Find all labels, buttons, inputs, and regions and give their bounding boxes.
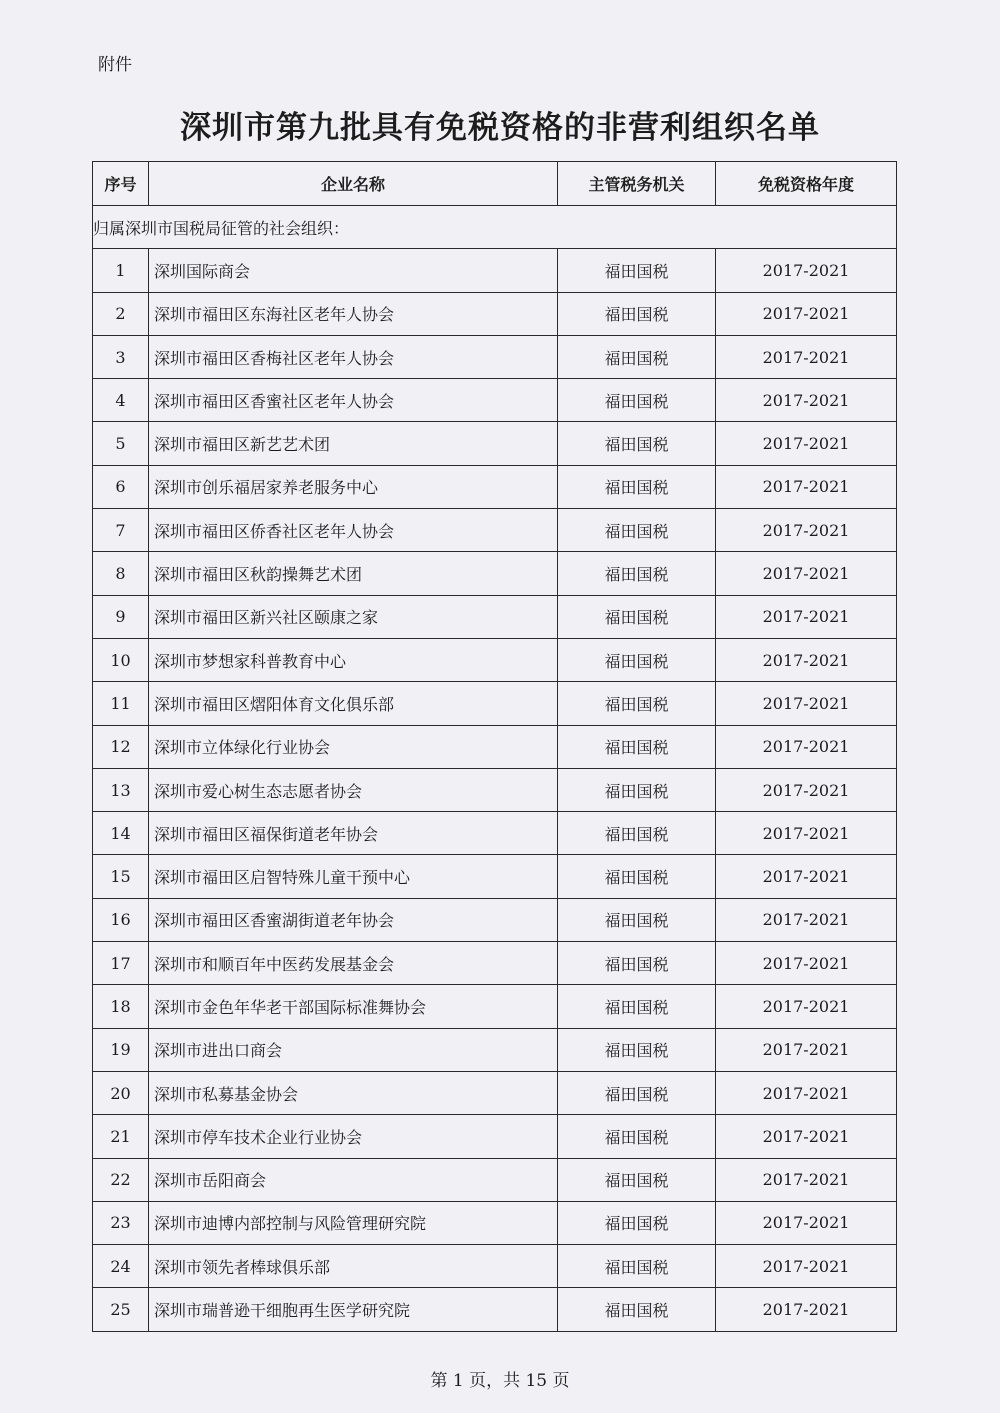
- table-row: [93, 768, 897, 811]
- row-exemption-years: 2017-2021: [716, 422, 897, 465]
- row-exemption-years: 2017-2021: [716, 942, 897, 985]
- table-row: [93, 1288, 897, 1331]
- row-number: 20: [93, 1071, 149, 1114]
- row-org-name: 深圳市福田区福保街道老年协会: [149, 812, 558, 855]
- header-tax-authority: 主管税务机关: [558, 162, 716, 206]
- row-number: 15: [93, 855, 149, 898]
- table-row: [93, 682, 897, 725]
- row-tax-authority: 福田国税: [558, 595, 716, 638]
- table-row: [93, 1028, 897, 1071]
- table-row: [93, 1071, 897, 1114]
- row-tax-authority: 福田国税: [558, 1288, 716, 1331]
- row-exemption-years: 2017-2021: [716, 855, 897, 898]
- section-row: [93, 206, 897, 249]
- table-row: [93, 985, 897, 1028]
- row-number: 19: [93, 1028, 149, 1071]
- table-row: [93, 1158, 897, 1201]
- row-tax-authority: 福田国税: [558, 725, 716, 768]
- row-org-name: 深圳市福田区侨香社区老年人协会: [149, 509, 558, 552]
- row-tax-authority: 福田国税: [558, 465, 716, 508]
- row-org-name: 深圳市私募基金协会: [149, 1071, 558, 1114]
- table-row: [93, 855, 897, 898]
- table-row: [93, 595, 897, 638]
- row-tax-authority: 福田国税: [558, 1115, 716, 1158]
- row-tax-authority: 福田国税: [558, 335, 716, 378]
- table-row: [93, 1201, 897, 1244]
- row-org-name: 深圳国际商会: [149, 249, 558, 292]
- header-number: 序号: [93, 162, 149, 206]
- row-tax-authority: 福田国税: [558, 1158, 716, 1201]
- section-label: 归属深圳市国税局征管的社会组织：: [93, 206, 897, 249]
- row-number: 21: [93, 1115, 149, 1158]
- table-row: [93, 898, 897, 941]
- row-exemption-years: 2017-2021: [716, 509, 897, 552]
- table-row: [93, 249, 897, 292]
- row-tax-authority: 福田国税: [558, 292, 716, 335]
- table-row: [93, 1245, 897, 1288]
- row-number: 5: [93, 422, 149, 465]
- row-org-name: 深圳市停车技术企业行业协会: [149, 1115, 558, 1158]
- row-exemption-years: 2017-2021: [716, 768, 897, 811]
- row-number: 11: [93, 682, 149, 725]
- row-number: 13: [93, 768, 149, 811]
- header-exemption-years: 免税资格年度: [716, 162, 897, 206]
- row-org-name: 深圳市立体绿化行业协会: [149, 725, 558, 768]
- table-row: [93, 725, 897, 768]
- row-tax-authority: 福田国税: [558, 509, 716, 552]
- row-exemption-years: 2017-2021: [716, 249, 897, 292]
- row-org-name: 深圳市爱心树生态志愿者协会: [149, 768, 558, 811]
- row-number: 10: [93, 638, 149, 681]
- row-tax-authority: 福田国税: [558, 422, 716, 465]
- row-org-name: 深圳市福田区新兴社区颐康之家: [149, 595, 558, 638]
- table-row: [93, 335, 897, 378]
- row-exemption-years: 2017-2021: [716, 1071, 897, 1114]
- row-number: 8: [93, 552, 149, 595]
- row-org-name: 深圳市创乐福居家养老服务中心: [149, 465, 558, 508]
- row-exemption-years: 2017-2021: [716, 595, 897, 638]
- row-tax-authority: 福田国税: [558, 1028, 716, 1071]
- row-org-name: 深圳市梦想家科普教育中心: [149, 638, 558, 681]
- row-tax-authority: 福田国税: [558, 898, 716, 941]
- row-number: 4: [93, 379, 149, 422]
- row-tax-authority: 福田国税: [558, 855, 716, 898]
- row-number: 18: [93, 985, 149, 1028]
- row-org-name: 深圳市和顺百年中医药发展基金会: [149, 942, 558, 985]
- row-exemption-years: 2017-2021: [716, 898, 897, 941]
- table-row: [93, 292, 897, 335]
- table-row: [93, 638, 897, 681]
- page-footer: 第 1 页，共 15 页: [430, 1371, 570, 1391]
- row-number: 3: [93, 335, 149, 378]
- row-number: 12: [93, 725, 149, 768]
- row-exemption-years: 2017-2021: [716, 1028, 897, 1071]
- row-tax-authority: 福田国税: [558, 985, 716, 1028]
- row-org-name: 深圳市福田区新艺艺术团: [149, 422, 558, 465]
- row-org-name: 深圳市福田区启智特殊儿童干预中心: [149, 855, 558, 898]
- row-number: 6: [93, 465, 149, 508]
- row-org-name: 深圳市金色年华老干部国际标准舞协会: [149, 985, 558, 1028]
- page-title: 深圳市第九批具有免税资格的非营利组织名单: [180, 110, 820, 146]
- row-number: 25: [93, 1288, 149, 1331]
- row-tax-authority: 福田国税: [558, 682, 716, 725]
- row-tax-authority: 福田国税: [558, 1071, 716, 1114]
- row-tax-authority: 福田国税: [558, 942, 716, 985]
- table-row: [93, 552, 897, 595]
- row-exemption-years: 2017-2021: [716, 1288, 897, 1331]
- row-tax-authority: 福田国税: [558, 812, 716, 855]
- row-number: 17: [93, 942, 149, 985]
- row-number: 7: [93, 509, 149, 552]
- row-number: 24: [93, 1245, 149, 1288]
- header-org-name: 企业名称: [149, 162, 558, 206]
- table-row: [93, 942, 897, 985]
- row-org-name: 深圳市福田区熠阳体育文化俱乐部: [149, 682, 558, 725]
- table-row: [93, 509, 897, 552]
- table-header-row: [93, 162, 897, 206]
- row-tax-authority: 福田国税: [558, 638, 716, 681]
- row-org-name: 深圳市岳阳商会: [149, 1158, 558, 1201]
- row-org-name: 深圳市福田区香蜜社区老年人协会: [149, 379, 558, 422]
- row-exemption-years: 2017-2021: [716, 465, 897, 508]
- row-number: 9: [93, 595, 149, 638]
- row-org-name: 深圳市福田区香蜜湖街道老年协会: [149, 898, 558, 941]
- row-exemption-years: 2017-2021: [716, 552, 897, 595]
- row-exemption-years: 2017-2021: [716, 725, 897, 768]
- row-exemption-years: 2017-2021: [716, 1115, 897, 1158]
- organization-table: [92, 161, 897, 1332]
- row-org-name: 深圳市进出口商会: [149, 1028, 558, 1071]
- row-exemption-years: 2017-2021: [716, 812, 897, 855]
- row-exemption-years: 2017-2021: [716, 292, 897, 335]
- row-org-name: 深圳市福田区秋韵操舞艺术团: [149, 552, 558, 595]
- row-tax-authority: 福田国税: [558, 249, 716, 292]
- row-org-name: 深圳市瑞普逊干细胞再生医学研究院: [149, 1288, 558, 1331]
- row-org-name: 深圳市迪博内部控制与风险管理研究院: [149, 1201, 558, 1244]
- row-number: 14: [93, 812, 149, 855]
- row-tax-authority: 福田国税: [558, 768, 716, 811]
- row-number: 16: [93, 898, 149, 941]
- row-number: 2: [93, 292, 149, 335]
- row-exemption-years: 2017-2021: [716, 1158, 897, 1201]
- row-tax-authority: 福田国税: [558, 1245, 716, 1288]
- row-exemption-years: 2017-2021: [716, 335, 897, 378]
- table-row: [93, 1115, 897, 1158]
- row-exemption-years: 2017-2021: [716, 682, 897, 725]
- row-tax-authority: 福田国税: [558, 552, 716, 595]
- row-org-name: 深圳市领先者棒球俱乐部: [149, 1245, 558, 1288]
- row-tax-authority: 福田国税: [558, 1201, 716, 1244]
- row-number: 1: [93, 249, 149, 292]
- table-row: [93, 422, 897, 465]
- row-number: 22: [93, 1158, 149, 1201]
- table-row: [93, 812, 897, 855]
- row-exemption-years: 2017-2021: [716, 985, 897, 1028]
- row-org-name: 深圳市福田区香梅社区老年人协会: [149, 335, 558, 378]
- row-org-name: 深圳市福田区东海社区老年人协会: [149, 292, 558, 335]
- row-exemption-years: 2017-2021: [716, 379, 897, 422]
- row-exemption-years: 2017-2021: [716, 1201, 897, 1244]
- row-tax-authority: 福田国税: [558, 379, 716, 422]
- table-row: [93, 465, 897, 508]
- row-exemption-years: 2017-2021: [716, 638, 897, 681]
- attachment-label: 附件: [98, 55, 132, 75]
- row-exemption-years: 2017-2021: [716, 1245, 897, 1288]
- table-row: [93, 379, 897, 422]
- row-number: 23: [93, 1201, 149, 1244]
